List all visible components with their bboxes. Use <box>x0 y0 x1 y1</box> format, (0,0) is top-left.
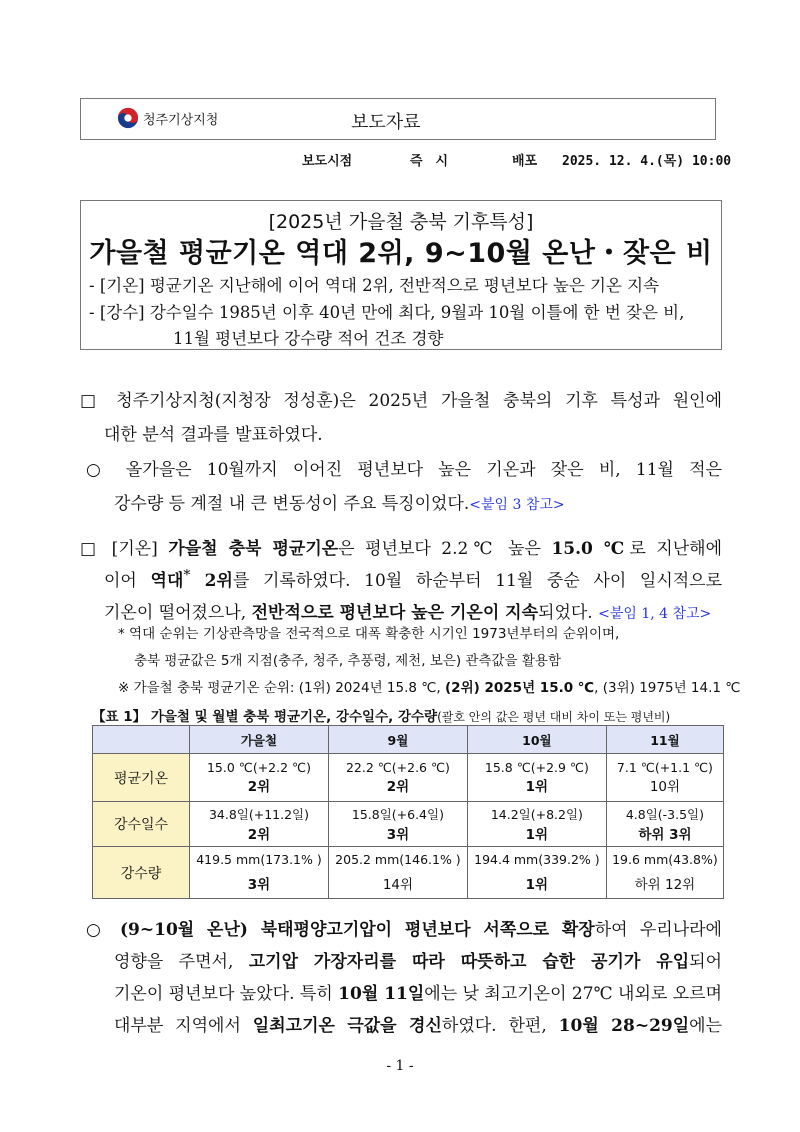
footnote <box>118 676 740 696</box>
cell-rank: 3위 <box>247 877 271 893</box>
org-name: 청주기상지청 <box>143 112 219 128</box>
reference-link[interactable]: <붙임 1, 4 참고> <box>598 606 712 622</box>
footnote <box>134 649 561 669</box>
footnote <box>118 622 619 642</box>
text-segment: □ [기온] <box>80 539 169 559</box>
text-segment: ※ 가을철 충북 평균기온 순위: (1위) 2024년 15.8 ℃, <box>118 680 446 696</box>
cell-rank: 2위 <box>247 827 271 843</box>
table-cell <box>328 847 467 899</box>
table-cell <box>190 754 329 802</box>
row-header: 평균기온 <box>93 754 190 802</box>
text-segment: 로 지난해에 <box>629 539 722 559</box>
table-header-row <box>93 726 724 754</box>
text-segment: 되어 <box>689 952 722 972</box>
table-cell <box>606 802 723 847</box>
paragraph-line <box>114 947 722 972</box>
paragraph-line <box>80 534 722 559</box>
column-header: 가을철 <box>190 726 329 754</box>
text-segment: 대한 분석 결과를 발표하였다. <box>104 425 323 445</box>
cell-value: 15.0 ℃(+2.2 ℃) <box>206 760 311 775</box>
text-segment: 대부분 지역에서 <box>114 1016 253 1036</box>
text-segment: 하여 우리나라에 <box>594 920 722 940</box>
paragraph-line <box>114 489 565 514</box>
cell-rank: 1위 <box>525 779 549 795</box>
table-cell <box>190 802 329 847</box>
cell-value: 34.8일(+11.2일) <box>208 807 309 822</box>
table-cell <box>328 754 467 802</box>
cell-value: 419.5 mm(173.1% ) <box>196 852 322 867</box>
text-segment: , (3위) 1975년 14.1 ℃ <box>594 680 741 696</box>
headline-title: 가을철 평균기온 역대 2위, 9~10월 온난・잦은 비 <box>89 238 713 269</box>
dist-value: 2025. 12. 4.(목) 10:00 <box>562 154 732 169</box>
paragraph-line <box>114 979 722 1004</box>
text-segment: 되었다. <box>538 603 599 623</box>
text-segment: * <box>183 567 191 584</box>
table-row <box>93 754 724 802</box>
paragraph-line <box>86 915 722 940</box>
bold-text: 전반적으로 평년보다 높은 기온이 지속 <box>251 603 539 623</box>
doc-type: 보도자료 <box>351 112 421 133</box>
row-header: 강수일수 <box>93 802 190 847</box>
text-segment: ○ 올가을은 10월까지 이어진 평년보다 높은 기온과 잦은 비, 11월 적은 <box>86 460 722 480</box>
row-header: 강수량 <box>93 847 190 899</box>
paragraph-line <box>114 1011 722 1036</box>
headline-subtitle: [2025년 가을철 충북 기후특성] <box>268 211 534 233</box>
headline-box <box>80 200 722 350</box>
column-header: 10월 <box>467 726 606 754</box>
cell-rank: 14위 <box>382 877 414 893</box>
bold-text: 15.0 ℃ <box>551 539 630 559</box>
text-segment: 충북 평균값은 5개 지점(충주, 청주, 추풍령, 제천, 보은) 관측값을 활용함 <box>134 653 562 669</box>
paragraph-line <box>104 420 323 445</box>
reference-link[interactable]: <붙임 3 참고> <box>469 497 565 513</box>
climate-table <box>92 725 724 899</box>
cell-value: 205.2 mm(146.1% ) <box>335 852 461 867</box>
cell-value: 7.1 ℃(+1.1 ℃) <box>616 760 713 775</box>
table-cell <box>606 847 723 899</box>
bold-text: 고기압 가장자리를 따라 따뜻하고 습한 공기가 유입 <box>248 952 690 972</box>
cell-rank: 3위 <box>386 827 410 843</box>
text-segment: 기온이 평년보다 높았다. 특히 <box>114 984 339 1004</box>
bold-text: 10월 11일 <box>338 984 425 1004</box>
paragraph-line <box>104 598 711 623</box>
table-cell <box>467 802 606 847</box>
text-segment: 기온이 떨어졌으나, <box>104 603 252 623</box>
summary-bullet: 11월 평년보다 강수량 적어 건조 경향 <box>173 329 444 348</box>
column-header <box>93 726 190 754</box>
cell-value: 194.4 mm(339.2% ) <box>474 852 600 867</box>
text-segment: * 역대 순위는 기상관측망을 전국적으로 대폭 확충한 시기인 1973년부터의 순위이며, <box>118 626 620 642</box>
text-segment: 영향을 주면서, <box>114 952 249 972</box>
bold-text: (9~10월 온난) 북태평양고기압이 평년보다 서쪽으로 확장 <box>120 920 595 940</box>
page-number: - 1 - <box>386 1058 414 1074</box>
caption-text: 【표 1】 가을철 및 월별 충북 평균기온, 강수일수, 강수량 <box>92 709 438 725</box>
bold-text: (2위) 2025년 15.0 ℃ <box>445 680 595 696</box>
text-segment: 강수량 등 계절 내 큰 변동성이 주요 특징이었다. <box>114 494 470 514</box>
paragraph-line <box>104 566 722 591</box>
cell-rank: 10위 <box>649 779 681 795</box>
text-segment: ○ <box>86 920 121 940</box>
paragraph-line <box>80 386 722 411</box>
bold-text: 가을철 충북 평균기온 <box>168 539 339 559</box>
release-time-label: 보도시점 <box>302 154 353 169</box>
text-segment: 이어 <box>104 571 151 591</box>
paragraph-line <box>86 455 722 480</box>
text-segment: □ 청주기상지청(지청장 정성훈)은 2025년 가을철 충북의 기후 특성과 원인에 <box>80 391 722 411</box>
cell-value: 15.8일(+6.4일) <box>351 807 444 822</box>
press-header <box>80 98 716 140</box>
cell-value: 4.8일(-3.5일) <box>625 807 705 822</box>
release-time-value: 즉 시 <box>410 154 449 169</box>
table-caption <box>92 705 670 725</box>
text-segment: 를 기록하였다. 10월 하순부터 11월 중순 사이 일시적으로 <box>232 571 723 591</box>
bold-text: 일최고기온 극값을 경신 <box>252 1016 442 1036</box>
bold-text: 역대 <box>150 571 184 591</box>
cell-rank: 2위 <box>247 779 271 795</box>
bold-text: 10월 28~29일 <box>558 1016 690 1036</box>
taegeuk-logo-icon <box>117 107 139 129</box>
column-header: 11월 <box>606 726 723 754</box>
text-segment: 에는 <box>689 1016 723 1036</box>
cell-rank: 하위 12위 <box>634 877 696 893</box>
text-segment: 에는 낮 최고기온이 27℃ 내외로 오르며 <box>424 984 723 1004</box>
text-segment: 하였다. 한편, <box>441 1016 559 1036</box>
cell-rank: 2위 <box>386 779 410 795</box>
cell-value: 14.2일(+8.2일) <box>490 807 583 822</box>
table-cell <box>328 802 467 847</box>
summary-bullet: - [기온] 평균기온 지난해에 이어 역대 2위, 전반적으로 평년보다 높은 기온 지속 <box>89 276 660 295</box>
caption-note: (괄호 안의 값은 평년 대비 차이 또는 평년비) <box>437 710 671 724</box>
table-cell <box>467 847 606 899</box>
table-cell <box>606 754 723 802</box>
bold-text: 2위 <box>190 571 233 591</box>
table-cell <box>190 847 329 899</box>
text-segment: 은 평년보다 2.2℃ 높은 <box>338 539 552 559</box>
table-row <box>93 847 724 899</box>
cell-value: 15.8 ℃(+2.9 ℃) <box>484 760 589 775</box>
cell-rank: 1위 <box>525 877 549 893</box>
table-row <box>93 802 724 847</box>
table-cell <box>467 754 606 802</box>
cell-rank: 1위 <box>525 827 549 843</box>
cell-value: 19.6 mm(43.8%) <box>612 852 718 867</box>
summary-bullet: - [강수] 강수일수 1985년 이후 40년 만에 최다, 9월과 10월 이틀에 한 번 잦은 비, <box>89 303 685 322</box>
column-header: 9월 <box>328 726 467 754</box>
cell-value: 22.2 ℃(+2.6 ℃) <box>345 760 450 775</box>
cell-rank: 하위 3위 <box>638 827 692 843</box>
org-logo <box>117 107 218 129</box>
dist-label: 배포 <box>512 154 538 169</box>
